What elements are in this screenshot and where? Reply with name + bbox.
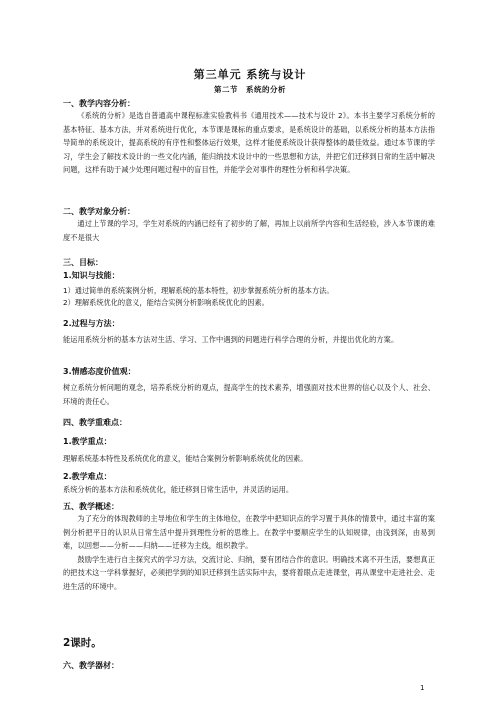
paragraph-attitude-values: 树立系统分析问题的观念，培养系统分析的观点，提高学生的技术素养，增强面对技术世界的信心以及个人、社会、环境的责任心。 bbox=[63, 383, 435, 406]
objective-item-1: 1）通过简单的系统案例分析，理解系统的基本特性，初步掌握系统分析的基本方法。 bbox=[63, 286, 334, 295]
page-title: 第三单元 系统与设计 bbox=[193, 68, 307, 81]
page-number: 1 bbox=[420, 684, 425, 692]
paragraph-teaching-focus: 理解系统基本特性及系统优化的意义，能结合案例分析影响系统优化的因素。 bbox=[63, 454, 308, 463]
heading-attitude-values: 3.情感态度价值观： bbox=[63, 367, 136, 376]
section-subtitle: 第二节 系统的分析 bbox=[214, 85, 286, 94]
paragraph-audience-analysis: 通过上节课的学习，学生对系统的内涵已经有了初步的了解，再加上以前所学内容和生活经验，涉入本节课的难度不是很大 bbox=[63, 219, 435, 242]
heading-teaching-focus: 1.教学重点： bbox=[63, 437, 112, 446]
heading-overview: 五、教学概述： bbox=[63, 502, 119, 511]
heading-knowledge-skills: 1.知识与技能： bbox=[63, 271, 120, 280]
lesson-count: 2课时。 bbox=[63, 637, 102, 649]
objective-item-2: 2）理解系统优化的意义，能结合实例分析影响系统优化的因素。 bbox=[63, 298, 269, 307]
paragraph-process-methods: 能运用系统分析的基本方法对生活、学习、工作中遇到的问题进行科学合理的分析，并提出优化的方案。 bbox=[63, 335, 399, 344]
paragraph-overview-1: 为了充分的体现教师的主导地位和学生的主体地位，在教学中把知识点的学习置于具体的情景中，通过丰富的案例分析把平日的认识从日常生活中提升到理性分析的思维上。在教学中要顺应学生的认知规律，由浅到深，由易到难，以回想——分析——归纳——迁移为主线，组织教学。 bbox=[63, 514, 435, 551]
heading-objectives: 三、目标： bbox=[63, 258, 103, 267]
lesson-count-block bbox=[63, 636, 435, 650]
heading-teaching-difficulty: 2.教学难点： bbox=[63, 472, 112, 481]
section-attitude-values bbox=[63, 366, 435, 408]
section-content-analysis bbox=[63, 98, 435, 177]
paragraph-teaching-difficulty: 系统分析的基本方法和系统优化，能迁移到日常生活中，并灵活的运用。 bbox=[63, 485, 294, 494]
paragraph-content-analysis: 《系统的分析》是选自普通高中课程标准实验教科书《通用技术——技术与设计 2》。本书主要学习系统分析的基本特征、基本方法，并对系统进行优化，本节课是课标的重点要求，是系统设计的基础，以系统分析的基本方法指导简单的系统设计，提高系统的有序性和整体运行效果，这样才能使系统设计获得整体的最佳效益。通过本节课的学习，学生会了解技术设计的一些文化内涵，能归纳技术设计中的一些思想和方法，并把它们迁移到日常的生活中解决问题，这样有助于减少处理问题过程中的盲目性，并能学会对事件的理性分析和科学决策。 bbox=[63, 111, 435, 175]
section-objectives bbox=[63, 257, 435, 309]
section-key-points bbox=[63, 417, 435, 496]
paragraph-overview-2: 鼓励学生进行自主探究式的学习方法，交流讨论、归纳，要有团结合作的意识。明确技术离不开生活，要想真正的把技术这一学科掌握好，必须把学到的知识迁移到生活实际中去，要将着眼点走进课堂，再从课堂中走进社会、走进生活的环境中。 bbox=[63, 554, 435, 591]
heading-equipment: 六、教学器材： bbox=[63, 661, 119, 670]
section-equipment bbox=[63, 660, 435, 671]
section-audience-analysis bbox=[63, 206, 435, 244]
heading-process-methods: 2.过程与方法： bbox=[63, 319, 120, 328]
section-process-methods bbox=[63, 318, 435, 347]
heading-key-points: 四、教学重难点： bbox=[63, 418, 127, 427]
heading-audience-analysis: 二、教学对象分析： bbox=[63, 207, 135, 216]
heading-content-analysis: 一、教学内容分析： bbox=[63, 99, 135, 108]
section-overview bbox=[63, 501, 435, 594]
